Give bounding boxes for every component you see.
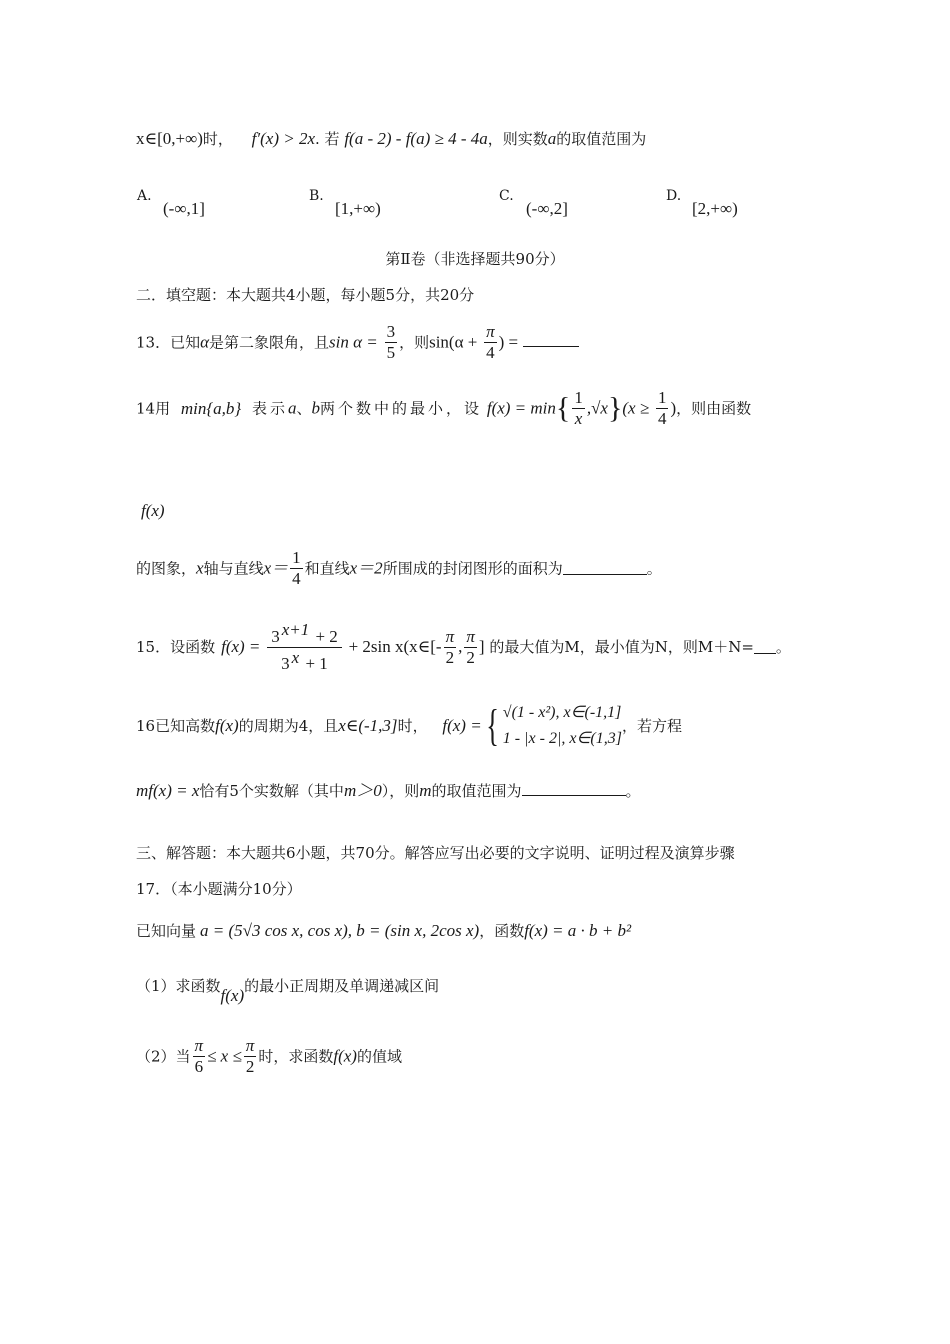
- q16-continuation: mf(x) = x恰有5个实数解（其中m＞0），则m的取值范围为 。: [136, 781, 641, 800]
- q12-option-a-label: A.: [137, 188, 152, 204]
- q13: 13．已知α是第二象限角，且sin α = $\frac{3}{5}$ ，则sin(α + $\frac{\pi}{4}$ ) =: [136, 322, 830, 370]
- q12-option-d-label: D.: [666, 188, 682, 204]
- q14: 14用 min{a,b} 表示a、b两个数中的最小，设 f(x) = min{ $\frac{1}{x}$ ,√x}(x ≥ $\frac{1}{4}$ )，则由函数: [136, 388, 752, 428]
- q12-condition-domain: x∈[0,+∞): [136, 129, 203, 148]
- q14-min-notation: min{a,b}: [180, 398, 242, 418]
- q12-option-b-value: [1,+∞): [335, 199, 381, 218]
- q15: 15．设函数 f(x) = $\frac{3 ^{x+1} + 2}{3 ^x + 1}$ + 2sin x(x∈[- $\frac{\pi}{2}$ , $\frac{\pi}{2}$ ] 的最大值为M，最小值为N，则M＋N= 。: [136, 620, 791, 674]
- q17-stem: 已知向量 a = (5√3 cos x, cos x), b = (sin x, 2cos x)，函数f(x) = a · b + b²: [136, 921, 632, 940]
- q17-title: 17．（本小题满分10分）: [136, 880, 302, 898]
- q17-part2: （2）当 $\frac{\pi}{6}$ ≤ x ≤ $\frac{\pi}{2}$ 时，求函数f(x)的值域: [136, 1036, 402, 1076]
- q16: 16已知高数f(x)的周期为4，且x∈(-1,3]时， f(x) ={ √(1 - x²), x∈(-1,1] 1 - |x - 2|, x∈(1,3] ，若方程: [136, 701, 682, 750]
- part2-title: 第Ⅱ卷（非选择题共90分）: [385, 250, 565, 268]
- q13-fraction: $\frac{3}{5}$: [386, 322, 396, 362]
- q12-option-a-value: (-∞,1]: [163, 199, 205, 218]
- q12-option-c-label: C.: [499, 188, 514, 204]
- q12-option-d-value: [2,+∞): [692, 199, 738, 218]
- q17-vectors: a = (5√3 cos x, cos x), b = (sin x, 2cos x): [200, 921, 480, 940]
- q14-answer-blank[interactable]: [563, 562, 647, 575]
- q15-answer-blank[interactable]: [754, 641, 776, 654]
- q12-derivative-condition: f′(x) > 2x: [251, 129, 315, 148]
- section3-header: 三、解答题：本大题共6小题，共70分。解答应写出必要的文字说明、证明过程及演算步骤: [136, 844, 735, 862]
- q12-option-c-value: (-∞,2]: [526, 199, 568, 218]
- q13-answer-blank[interactable]: [523, 334, 579, 347]
- q15-fraction: $\frac{3 ^{x+1} + 2}{3 ^x + 1}$: [267, 620, 342, 674]
- q17-part1: （1）求函数f(x)的最小正周期及单调递减区间: [136, 977, 440, 1005]
- q16-piecewise-cases: √(1 - x²), x∈(-1,1] 1 - |x - 2|, x∈(1,3]: [502, 704, 622, 747]
- q12-inequality: f(a - 2) - f(a) ≥ 4 - 4a: [344, 129, 488, 148]
- q16-answer-blank[interactable]: [522, 783, 626, 796]
- q12-stem: x∈[0,+∞)时， f′(x) > 2x. 若 f(a - 2) - f(a) ≥ 4 - 4a，则实数a的取值范围为: [136, 129, 647, 148]
- q14-fx-line: f(x): [141, 501, 165, 520]
- q14-continuation: 的图象，x轴与直线x＝ $\frac{1}{4}$ 和直线x＝2所围成的封闭图形的面积为 。: [136, 548, 662, 588]
- q12-option-b-label: B.: [309, 188, 324, 204]
- section2-header: 二．填空题：本大题共4小题，每小题5分，共20分: [136, 286, 475, 304]
- q17-function: f(x) = a · b + b²: [524, 921, 632, 940]
